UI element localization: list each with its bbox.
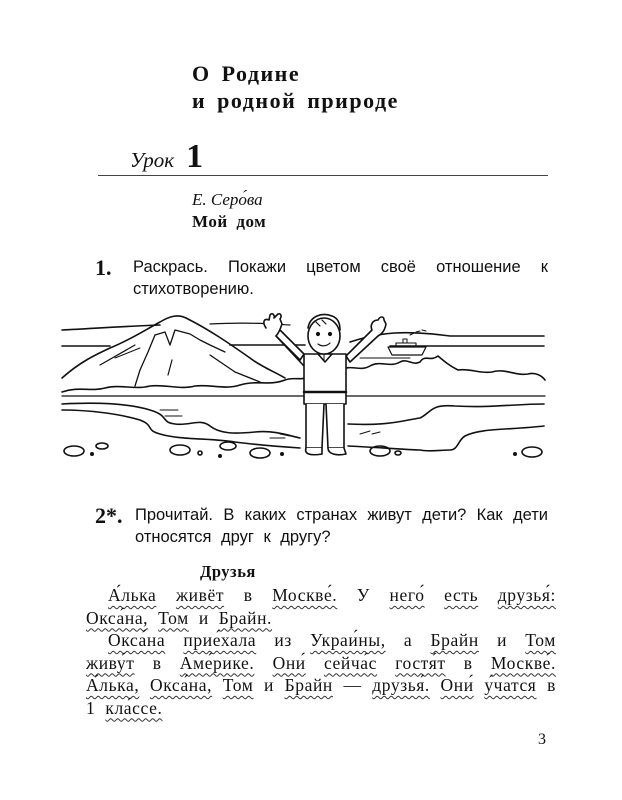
reading-word: кла́ссе.: [105, 697, 163, 718]
task-1-number: 1.: [95, 255, 112, 280]
poem-title: Мой дом: [192, 212, 267, 231]
reading-word: гостя́т: [395, 652, 446, 673]
reading-word: и: [497, 630, 508, 650]
reading-word: и: [198, 607, 209, 628]
reading-word: Том: [222, 675, 254, 695]
reading-word: Брайн: [430, 630, 479, 650]
reading-word: У: [356, 585, 370, 605]
reading-paragraph-1: [86, 584, 556, 629]
reading-word: а: [403, 630, 413, 650]
lesson-number: 1: [186, 138, 204, 175]
landscape-boy-icon: [60, 300, 560, 480]
reading-title: Друзья: [200, 562, 256, 581]
task-1-text: Раскрась. Покажи цветом своё отношение к стихотворению.: [133, 258, 548, 298]
coloring-illustration: [60, 300, 560, 480]
reading-word: есть: [444, 585, 479, 605]
reading-word: Москве́.: [272, 585, 338, 605]
reading-word: живёт: [175, 585, 225, 605]
task-1: [95, 256, 550, 300]
lesson-divider: [98, 175, 548, 176]
reading-word: в: [243, 585, 253, 605]
reading-word: Они́: [440, 675, 474, 695]
reading-word: в: [463, 652, 473, 673]
task-2-number: 2*.: [95, 503, 123, 528]
lesson-label: Урок: [130, 148, 175, 172]
reading-word: сейча́с: [323, 652, 377, 673]
reading-word: 1: [86, 697, 96, 718]
reading-word: Том: [158, 607, 189, 628]
reading-word: Они́: [272, 652, 306, 673]
reading-word: Окса́на,: [86, 607, 149, 628]
reading-word: прие́хала: [183, 630, 257, 650]
reading-word: в: [547, 675, 556, 695]
reading-word: Украи́ны,: [310, 630, 386, 650]
reading-word: живу́т: [86, 652, 135, 673]
reading-word: у́чатся: [484, 675, 537, 695]
section-title: [192, 60, 399, 114]
poem-author: Е. Серо́ва: [192, 190, 263, 209]
reading-word: Брайн.: [218, 607, 273, 628]
reading-word: А́лька: [108, 585, 157, 605]
section-title-line2: и родной природе: [192, 88, 399, 113]
reading-text: [86, 584, 556, 719]
reading-paragraph-2: [86, 629, 556, 719]
reading-word: Брайн: [284, 675, 333, 695]
reading-word: Окса́на,: [149, 675, 213, 695]
lesson-heading: [130, 138, 203, 176]
section-title-line1: О Родине: [192, 61, 301, 86]
reading-word: А́лька,: [86, 675, 140, 695]
reading-word: и: [264, 675, 274, 695]
reading-word: из: [274, 630, 292, 650]
reading-word: друзья́:: [497, 585, 556, 605]
reading-word: Москве́.: [490, 652, 556, 673]
reading-word: него́: [389, 585, 425, 605]
reading-word: Аме́рике.: [179, 652, 255, 673]
reading-word: Том: [525, 630, 556, 650]
task-2-text: Прочитай. В каких странах живут дети? Как дети относятся друг к другу?: [135, 506, 548, 546]
reading-word: —: [343, 675, 362, 695]
task-2: [95, 504, 550, 548]
reading-word: друзья́.: [372, 675, 430, 695]
reading-word: в: [152, 652, 162, 673]
reading-word: Окса́на: [108, 630, 166, 650]
page-number: 3: [538, 731, 546, 748]
